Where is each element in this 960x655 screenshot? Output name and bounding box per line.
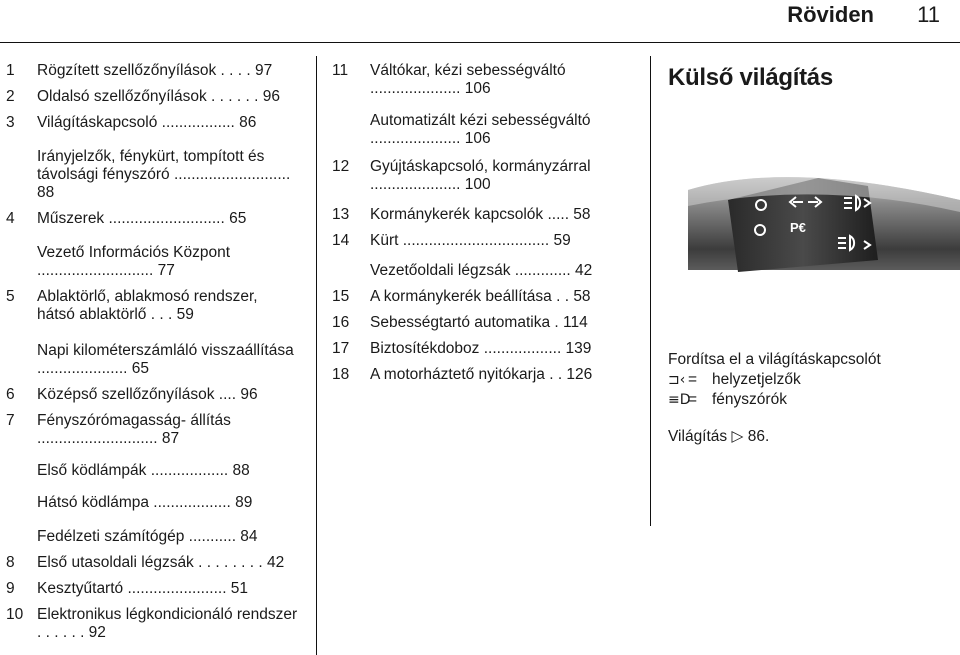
index-entry[interactable] [0, 386, 299, 404]
entry-text: Fényszórómagasság- állítás ............................ 87 [37, 412, 231, 447]
column-divider-right [650, 56, 651, 526]
entry-number: 12 [332, 158, 350, 175]
entry-number: 6 [6, 386, 15, 403]
light-switch-stalk-image [668, 160, 960, 336]
reference-page-link[interactable]: 86. [747, 428, 770, 445]
index-entry[interactable] [332, 232, 632, 250]
entry-text: Kormánykerék kapcsolók ..... 58 [370, 206, 591, 223]
entry-number: 3 [6, 114, 15, 131]
index-entry[interactable] [0, 494, 299, 512]
entry-text: A kormánykerék beállítása . . 58 [370, 288, 591, 305]
headlight-icon: ≡D [668, 392, 691, 408]
entry-number: 11 [332, 62, 349, 79]
index-entry[interactable] [332, 366, 632, 384]
entry-text: Napi kilométerszámláló visszaállítása ..................... 65 [37, 342, 294, 377]
entry-number: 16 [332, 314, 350, 331]
entry-number: 17 [332, 340, 350, 357]
legend-label-parking: helyzetjelzők [712, 371, 801, 388]
legend-block [668, 350, 958, 447]
index-entry[interactable] [0, 412, 299, 448]
entry-number: 1 [6, 62, 15, 79]
header-rule [0, 42, 960, 43]
index-entry[interactable] [0, 114, 299, 132]
index-entry[interactable] [0, 148, 299, 202]
index-entry[interactable] [0, 342, 299, 378]
section-header-title: Röviden [787, 2, 874, 27]
index-entry[interactable] [332, 112, 632, 148]
index-entry[interactable] [332, 340, 632, 358]
page-number: 11 [917, 2, 940, 27]
entry-text: Műszerek ........................... 65 [37, 210, 247, 227]
entry-number: 7 [6, 412, 15, 429]
entry-number: 2 [6, 88, 15, 105]
index-entry[interactable] [0, 62, 299, 80]
index-entry[interactable] [332, 314, 632, 332]
index-entry[interactable] [0, 244, 299, 280]
index-entry[interactable] [0, 554, 299, 572]
index-entry[interactable] [0, 528, 299, 546]
entry-text: Automatizált kézi sebességváltó ..................... 106 [370, 112, 591, 147]
entry-number: 4 [6, 210, 15, 227]
arrow-right-icon: ▷ [731, 427, 744, 445]
reference-text: Világítás [668, 428, 728, 445]
legend-item-parking: ⊐‹ = helyzetjelzők [668, 371, 801, 388]
reference-line [668, 426, 958, 447]
index-entry[interactable] [0, 288, 299, 324]
index-entry[interactable] [332, 262, 632, 280]
entry-text: Gyújtáskapcsoló, kormányzárral ..................... 100 [370, 158, 591, 193]
index-entry[interactable] [332, 288, 632, 306]
entry-text: Elektronikus légkondicionáló rendszer . . . . . . 92 [37, 606, 298, 641]
entry-number: 5 [6, 288, 15, 305]
entry-text: Biztosítékdoboz .................. 139 [370, 340, 592, 357]
entry-text: Vezetőoldali légzsák ............. 42 [370, 262, 593, 279]
entry-number: 8 [6, 554, 15, 571]
index-entry[interactable] [0, 462, 299, 480]
entry-text: Kürt .................................. 59 [370, 232, 571, 249]
entry-number: 18 [332, 366, 350, 383]
index-entry[interactable] [0, 606, 299, 642]
index-entry[interactable] [0, 580, 299, 598]
entry-text: Rögzített szellőzőnyílások . . . . 97 [37, 62, 273, 79]
entry-text: Első utasoldali légzsák . . . . . . . . 42 [37, 554, 285, 571]
entry-text: Fedélzeti számítógép ........... 84 [37, 528, 258, 545]
legend-item-headlight: ≡D= fényszórók [668, 391, 787, 408]
entry-text: Első ködlámpák .................. 88 [37, 462, 250, 479]
entry-number: 13 [332, 206, 350, 223]
parking-light-icon: ⊐‹ [668, 372, 686, 388]
entry-text: Világításkapcsoló ................. 86 [37, 114, 257, 131]
entry-number: 9 [6, 580, 15, 597]
section-title: Külső világítás [668, 64, 833, 91]
entry-text: Oldalsó szellőzőnyílások . . . . . . 96 [37, 88, 280, 105]
svg-text:P€: P€ [790, 220, 806, 235]
entry-text: Irányjelzők, fénykürt, tompított és távolsági fényszóró ........................... 88 [37, 148, 291, 201]
index-entry[interactable] [332, 206, 632, 224]
column-divider-left [316, 56, 317, 655]
entry-text: Vezető Információs Központ ........................... 77 [37, 244, 231, 279]
index-entry[interactable] [0, 210, 299, 228]
instruction-text: Fordítsa el a világításkapcsolót [668, 351, 881, 368]
entry-text: Sebességtartó automatika . 114 [370, 314, 588, 331]
entry-text: Középső szellőzőnyílások .... 96 [37, 386, 258, 403]
entry-text: Váltókar, kézi sebességváltó ..................... 106 [370, 62, 566, 97]
index-entry[interactable] [332, 62, 632, 98]
legend-label-headlight: fényszórók [712, 391, 787, 408]
index-entry[interactable] [332, 158, 632, 194]
index-entry[interactable] [0, 88, 299, 106]
entry-text: Kesztyűtartó ....................... 51 [37, 580, 249, 597]
entry-number: 15 [332, 288, 350, 305]
entry-text: Ablaktörlő, ablakmosó rendszer, hátsó ablaktörlő . . . 59 [37, 288, 258, 323]
entry-text: A motorháztető nyitókarja . . 126 [370, 366, 593, 383]
entry-number: 14 [332, 232, 350, 249]
entry-text: Hátsó ködlámpa .................. 89 [37, 494, 253, 511]
entry-number: 10 [6, 606, 24, 623]
